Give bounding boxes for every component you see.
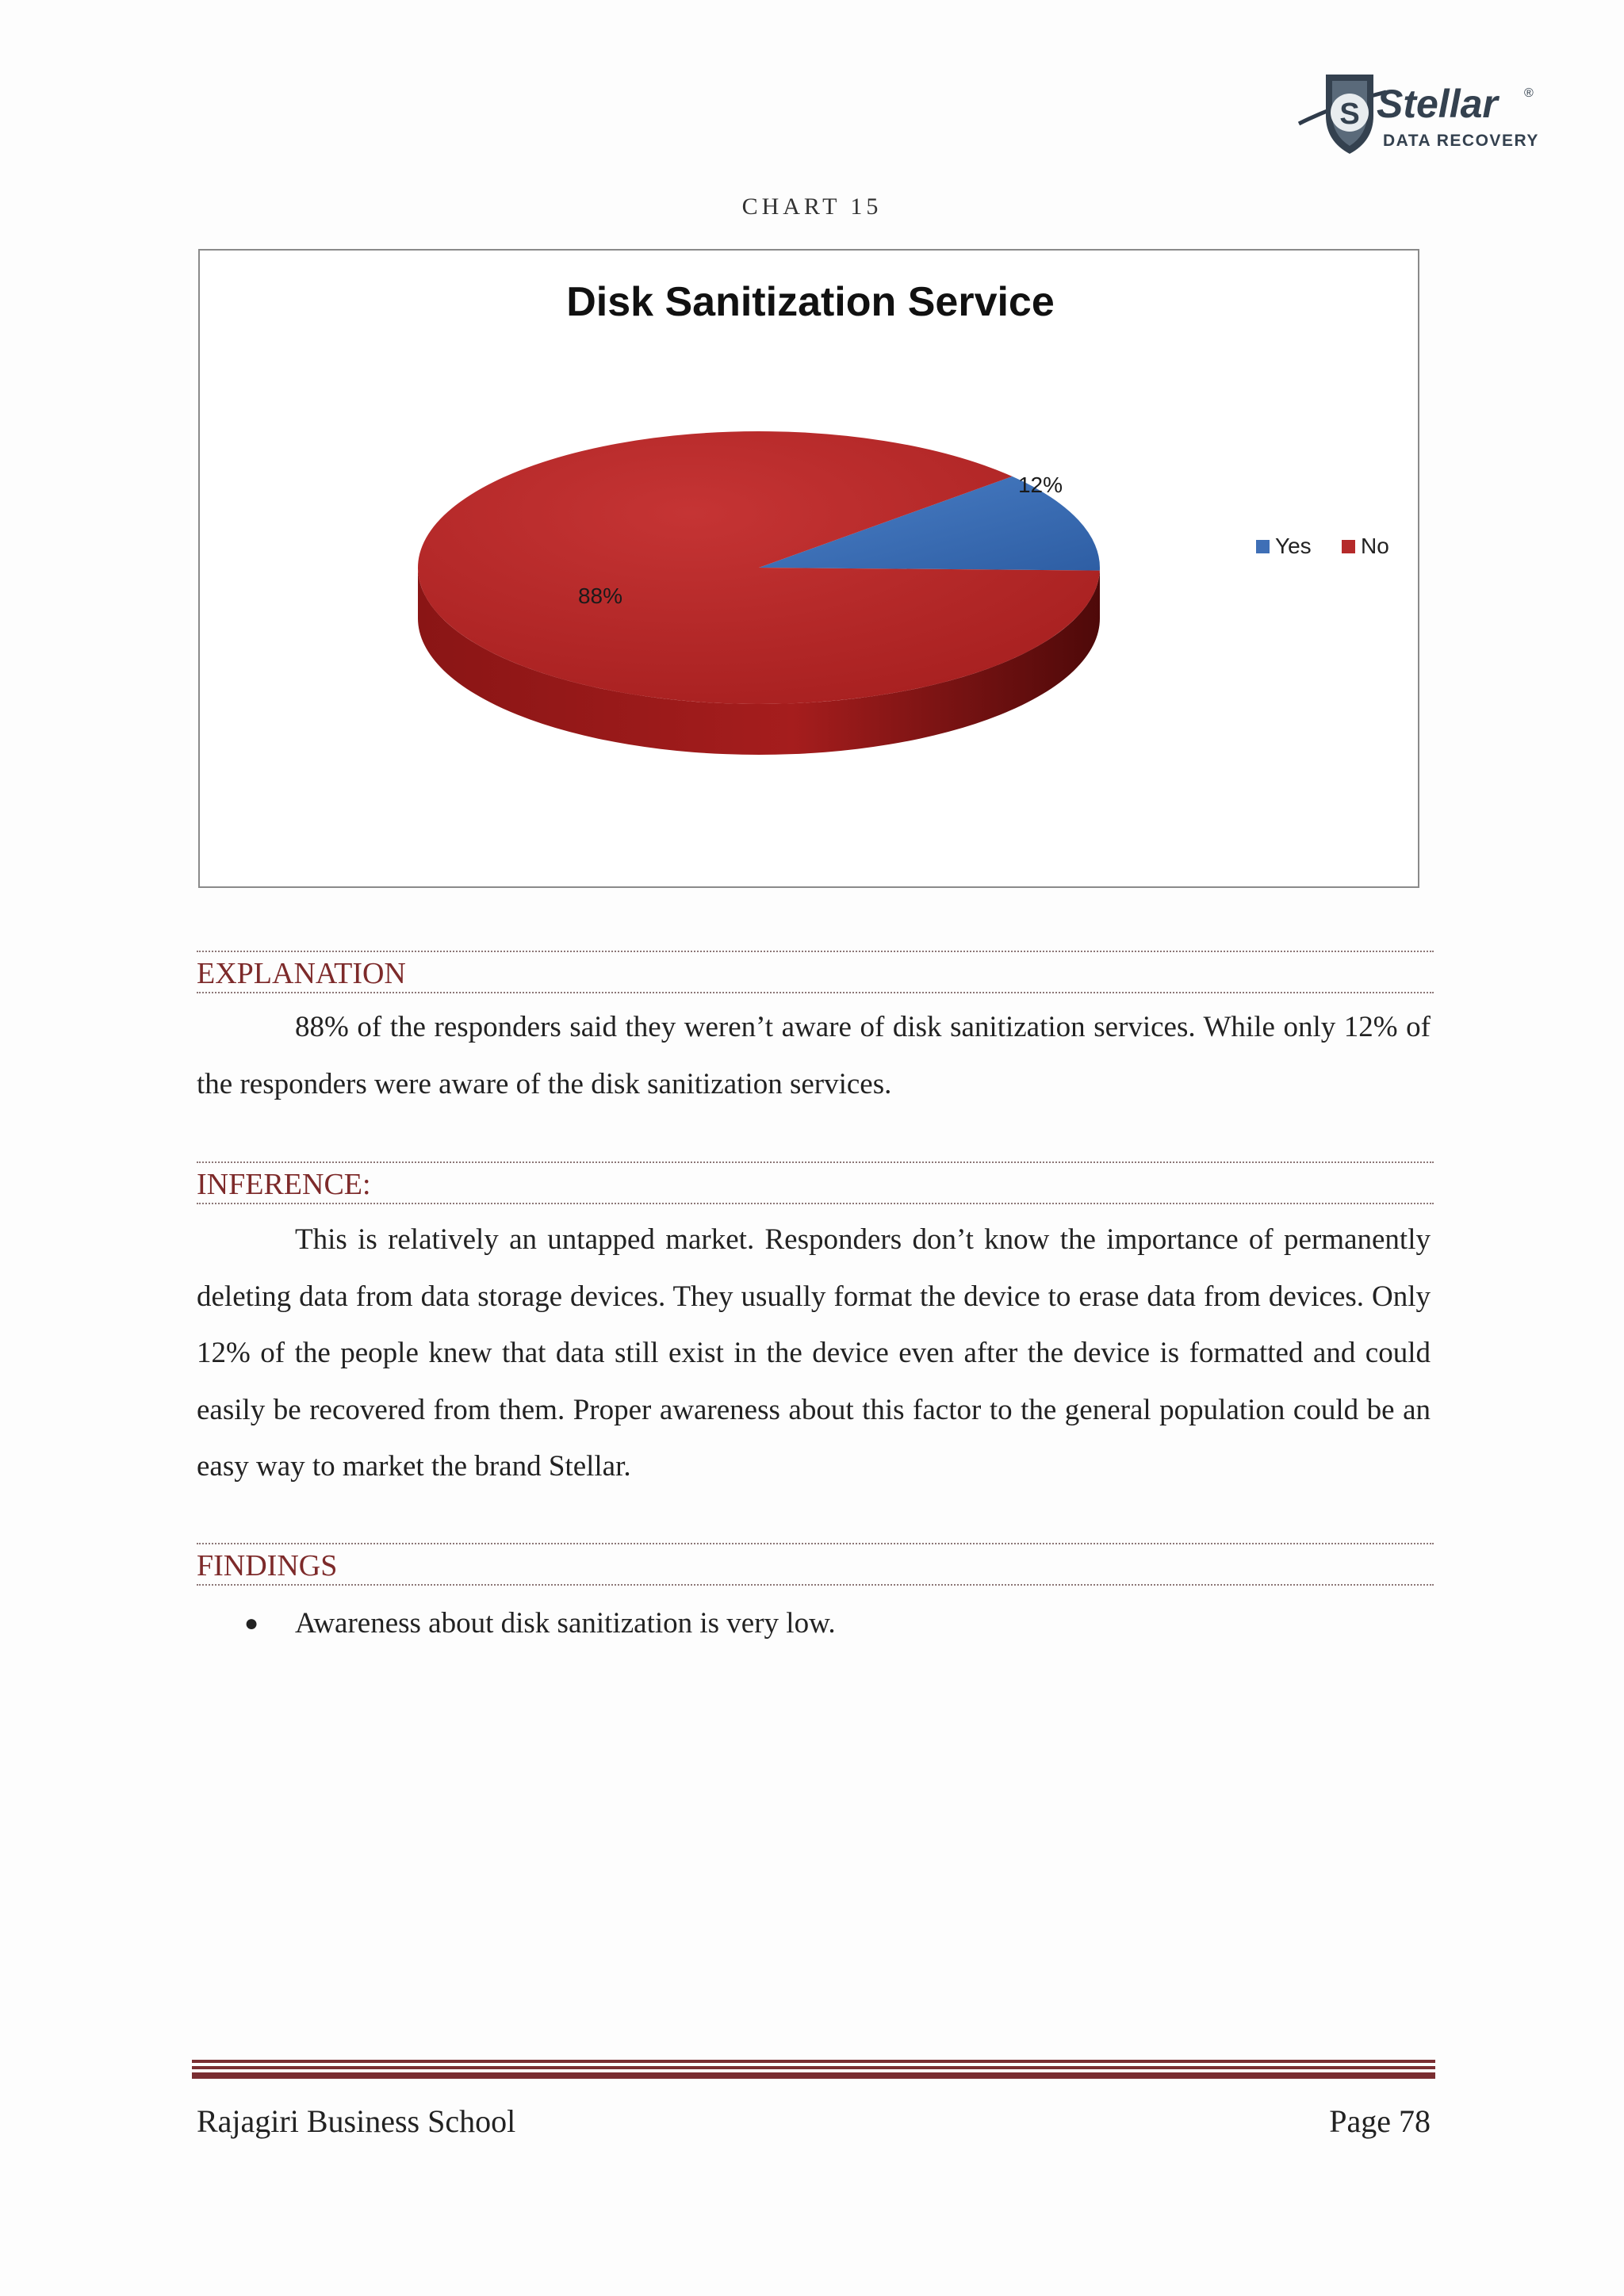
findings-heading: FINDINGS [197, 1543, 1434, 1586]
data-label-no: 88% [577, 584, 623, 608]
findings-list [197, 1598, 1431, 1649]
legend-swatch-no [1342, 540, 1355, 553]
inference-paragraph [197, 1211, 1431, 1495]
chart-caption: CHART 15 [741, 193, 883, 220]
legend-swatch-yes [1256, 540, 1270, 553]
explanation-text: 88% of the responders said they weren’t aware of disk sanitization services. While only 12% of the responders were aware of the disk sanitization services. [197, 1011, 1431, 1100]
footer-rule [192, 2060, 1435, 2079]
findings-item [197, 1598, 1431, 1649]
logo-registered-mark: ® [1524, 86, 1534, 100]
explanation-paragraph [197, 999, 1431, 1112]
inference-text: This is relatively an untapped market. Responders don’t know the importance of permanently deleting data from data storage devices. They usually format the device to erase data from devices. Only 12% of the people knew that data still exist in the device even after the device is formatted and could easily be recovered from them. Proper awareness about this factor to the general population could be an easy way to market the brand Stellar. [197, 1223, 1431, 1483]
data-label-yes: 12% [1017, 473, 1063, 497]
chart-title: Disk Sanitization Service [566, 279, 1055, 325]
legend-label-yes: Yes [1275, 534, 1312, 558]
logo-tagline: DATA RECOVERY [1383, 132, 1539, 150]
pie-chart-frame [198, 249, 1419, 888]
legend-label-no: No [1361, 534, 1389, 558]
footer-school-name: Rajagiri Business School [197, 2103, 516, 2139]
findings-item-text: Awareness about disk sanitization is very low. [295, 1607, 836, 1640]
chart-legend [1256, 534, 1389, 558]
bullet-icon: ● [244, 1610, 259, 1636]
footer-page-number: Page 78 [1329, 2103, 1431, 2139]
logo-brand-text: Stellar [1377, 82, 1498, 126]
stellar-logo [1291, 68, 1545, 163]
pie-chart [200, 251, 1421, 890]
inference-heading: INFERENCE: [197, 1161, 1434, 1204]
logo-badge-letter: S [1339, 98, 1360, 131]
explanation-heading: EXPLANATION [197, 951, 1434, 993]
